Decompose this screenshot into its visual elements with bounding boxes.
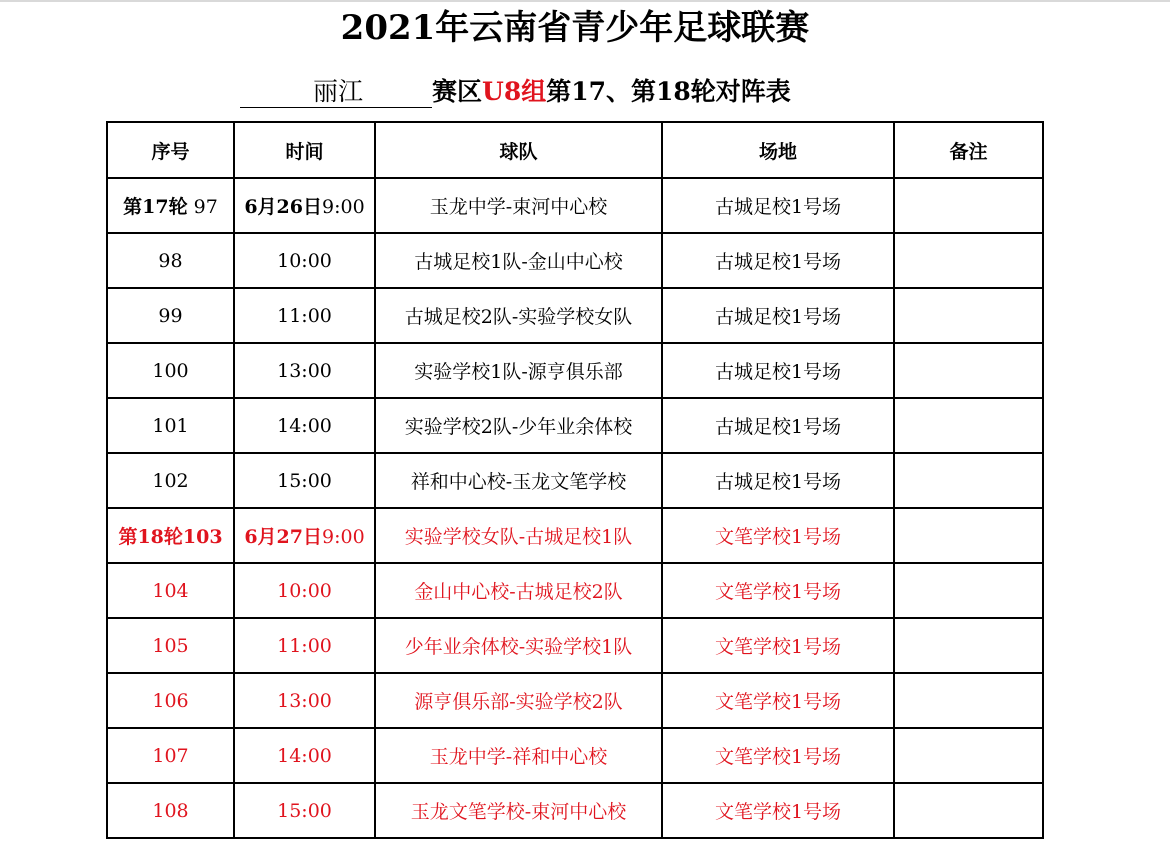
- cell-teams: 玉龙中学-祥和中心校: [375, 728, 662, 783]
- cell-teams: 祥和中心校-玉龙文笔学校: [375, 453, 662, 508]
- cell-venue: 文笔学校1号场: [662, 563, 894, 618]
- cell-teams: 少年业余体校-实验学校1队: [375, 618, 662, 673]
- match-time: 10:00: [277, 579, 332, 602]
- cell-teams: 玉龙文笔学校-束河中心校: [375, 783, 662, 838]
- cell-note: [894, 343, 1043, 398]
- match-number: 107: [152, 744, 189, 767]
- match-date: 6月26日: [244, 196, 322, 218]
- match-number: 100: [152, 359, 189, 382]
- cell-note: [894, 398, 1043, 453]
- cell-note: [894, 288, 1043, 343]
- cell-time: [234, 288, 375, 343]
- cell-note: [894, 618, 1043, 673]
- cell-time: [234, 178, 375, 233]
- table-row: [107, 178, 1043, 233]
- cell-no: [107, 398, 234, 453]
- match-number: 101: [152, 414, 189, 437]
- cell-venue: 古城足校1号场: [662, 453, 894, 508]
- cell-no: [107, 453, 234, 508]
- cell-no: [107, 508, 234, 563]
- cell-note: [894, 453, 1043, 508]
- cell-time: [234, 783, 375, 838]
- cell-note: [894, 783, 1043, 838]
- table-row: [107, 673, 1043, 728]
- round-label: 第18轮: [118, 526, 183, 548]
- table-row: [107, 783, 1043, 838]
- cell-teams: 金山中心校-古城足校2队: [375, 563, 662, 618]
- match-time: 15:00: [277, 469, 332, 492]
- match-time: 9:00: [322, 196, 365, 218]
- cell-time: [234, 563, 375, 618]
- header-no: 序号: [107, 122, 234, 178]
- match-number: 106: [152, 689, 189, 712]
- page-top-border: [0, 0, 1170, 2]
- cell-no: [107, 288, 234, 343]
- match-number: 103: [182, 526, 223, 548]
- table-row: [107, 453, 1043, 508]
- document-subtitle: [240, 74, 791, 110]
- cell-no: [107, 728, 234, 783]
- cell-venue: 文笔学校1号场: [662, 783, 894, 838]
- cell-no: [107, 783, 234, 838]
- round-label: 第17轮: [123, 196, 188, 218]
- table-row: [107, 618, 1043, 673]
- cell-teams: 源亨俱乐部-实验学校2队: [375, 673, 662, 728]
- cell-teams: 古城足校2队-实验学校女队: [375, 288, 662, 343]
- group-label: U8组: [482, 77, 547, 106]
- table-row: [107, 508, 1043, 563]
- cell-venue: 古城足校1号场: [662, 233, 894, 288]
- cell-no: [107, 178, 234, 233]
- cell-time: [234, 508, 375, 563]
- cell-time: [234, 453, 375, 508]
- cell-time: [234, 343, 375, 398]
- match-time: 11:00: [277, 304, 332, 327]
- cell-no: [107, 233, 234, 288]
- match-number: 98: [158, 249, 183, 272]
- cell-venue: 古城足校1号场: [662, 343, 894, 398]
- cell-venue: 古城足校1号场: [662, 398, 894, 453]
- cell-no: [107, 563, 234, 618]
- cell-note: [894, 563, 1043, 618]
- schedule-table: [106, 121, 1044, 839]
- table-row: [107, 343, 1043, 398]
- cell-teams: 玉龙中学-束河中心校: [375, 178, 662, 233]
- cell-note: [894, 673, 1043, 728]
- table-row: [107, 728, 1043, 783]
- cell-time: [234, 398, 375, 453]
- table-row: [107, 398, 1043, 453]
- cell-venue: 文笔学校1号场: [662, 618, 894, 673]
- match-date: 6月27日: [244, 526, 322, 548]
- cell-no: [107, 673, 234, 728]
- cell-note: [894, 728, 1043, 783]
- cell-venue: 文笔学校1号场: [662, 508, 894, 563]
- rounds-label: 第17、第18轮对阵表: [546, 77, 791, 106]
- cell-note: [894, 508, 1043, 563]
- match-time: 13:00: [277, 359, 332, 382]
- table-row: [107, 288, 1043, 343]
- header-teams: 球队: [375, 122, 662, 178]
- table-row: [107, 233, 1043, 288]
- cell-note: [894, 233, 1043, 288]
- match-time: 11:00: [277, 634, 332, 657]
- cell-time: [234, 618, 375, 673]
- header-time: 时间: [234, 122, 375, 178]
- table-header-row: [107, 122, 1043, 178]
- match-time: 13:00: [277, 689, 332, 712]
- match-time: 14:00: [277, 744, 332, 767]
- match-number: 105: [152, 634, 189, 657]
- match-number: 97: [193, 196, 218, 218]
- match-time: 9:00: [322, 526, 365, 548]
- cell-teams: 实验学校女队-古城足校1队: [375, 508, 662, 563]
- schedule-body: [107, 178, 1043, 838]
- cell-no: [107, 343, 234, 398]
- cell-note: [894, 178, 1043, 233]
- cell-venue: 文笔学校1号场: [662, 728, 894, 783]
- match-time: 15:00: [277, 799, 332, 822]
- cell-no: [107, 618, 234, 673]
- region-suffix: 赛区: [432, 77, 483, 106]
- cell-venue: 古城足校1号场: [662, 288, 894, 343]
- header-venue: 场地: [662, 122, 894, 178]
- header-note: 备注: [894, 122, 1043, 178]
- cell-time: [234, 233, 375, 288]
- match-number: 99: [158, 304, 183, 327]
- match-time: 14:00: [277, 414, 332, 437]
- cell-teams: 古城足校1队-金山中心校: [375, 233, 662, 288]
- table-row: [107, 563, 1043, 618]
- match-number: 108: [152, 799, 189, 822]
- match-number: 102: [152, 469, 189, 492]
- cell-teams: 实验学校1队-源亨俱乐部: [375, 343, 662, 398]
- region-blank: [240, 77, 432, 108]
- cell-venue: 古城足校1号场: [662, 178, 894, 233]
- cell-teams: 实验学校2队-少年业余体校: [375, 398, 662, 453]
- cell-venue: 文笔学校1号场: [662, 673, 894, 728]
- match-number: 104: [152, 579, 189, 602]
- document-title: 2021年云南省青少年足球联赛: [340, 8, 810, 48]
- region-name: 丽江: [312, 77, 363, 106]
- cell-time: [234, 728, 375, 783]
- match-time: 10:00: [277, 249, 332, 272]
- cell-time: [234, 673, 375, 728]
